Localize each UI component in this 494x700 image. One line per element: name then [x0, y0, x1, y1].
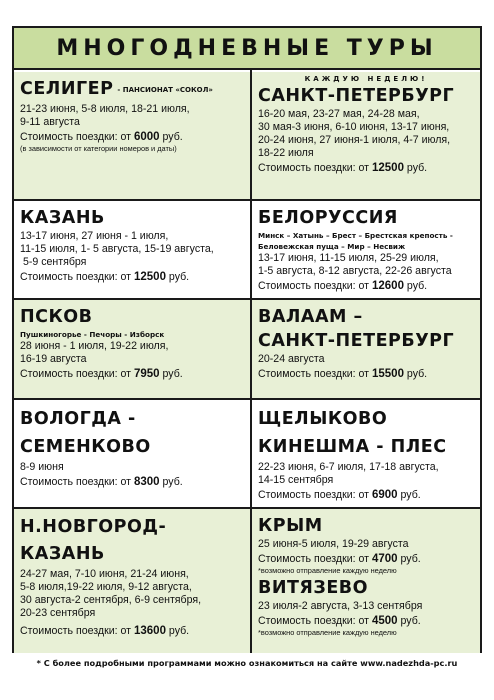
tour-kazan	[14, 201, 250, 298]
tour-dates: 22-23 июня, 6-7 июля, 17-18 августа,	[258, 461, 439, 473]
tour-name: КРЫМ	[258, 516, 323, 536]
tour-vologda	[14, 400, 250, 507]
tour-name: ВИТЯЗЕВО	[258, 578, 368, 598]
tour-route: Минск – Хатынь – Брест – Брестская крепость -	[258, 231, 453, 240]
tour-crimea	[252, 509, 480, 653]
tour-dates: 11-15 июля, 1- 5 августа, 15-19 августа,	[20, 243, 214, 255]
tour-name: ПСКОВ	[20, 307, 93, 327]
tour-dates: 30 августа-2 сентября, 6-9 сентября,	[20, 594, 202, 606]
tour-dates: 5-9 сентября	[20, 256, 87, 268]
tour-name: КАЗАНЬ	[20, 544, 105, 564]
tour-name: КАЗАНЬ	[20, 208, 105, 228]
tour-route: Беловежская пуща – Мир – Несвиж	[258, 242, 406, 251]
tour-dates: 28 июня - 1 июля, 19-22 июля,	[20, 340, 169, 352]
tour-saint-petersburg	[252, 72, 480, 199]
tour-nizhny-novgorod	[14, 509, 250, 653]
tour-dates: 8-9 июня	[20, 461, 64, 473]
tour-pskov	[14, 300, 250, 398]
tour-price: Стоимость поездки: от 15500 руб.	[258, 368, 428, 380]
tour-name: САНКТ-ПЕТЕРБУРГ	[258, 331, 455, 351]
tour-dates: 23 июля-2 августа, 3-13 сентября	[258, 600, 423, 612]
tour-note: *возможно отправление каждую неделю	[258, 628, 397, 637]
tour-price: Стоимость поездки: от 4500 руб.	[258, 615, 421, 627]
tour-name: СЕМЕНКОВО	[20, 437, 151, 457]
tour-note: (в зависимости от категории номеров и даты)	[20, 144, 177, 153]
tour-shchelykovo	[252, 400, 480, 507]
tour-route: Пушкиногорье - Печоры - Изборск	[20, 330, 165, 339]
tour-dates: 21-23 июня, 5-8 июля, 18-21 июля,	[20, 103, 190, 115]
tour-vityazevo	[258, 576, 474, 638]
tour-name: ВОЛОГДА -	[20, 409, 136, 429]
tour-dates: 13-17 июня, 27 июня - 1 июля,	[20, 230, 169, 242]
tours-table	[12, 26, 482, 653]
tour-dates: 20-24 августа	[258, 353, 325, 365]
tour-price: Стоимость поездки: от 7950 руб.	[20, 368, 183, 380]
tour-price: Стоимость поездки: от 6900 руб.	[258, 489, 421, 501]
tour-price: Стоимость поездки: от 13600 руб.	[20, 625, 190, 637]
tour-name: БЕЛОРУССИЯ	[258, 208, 398, 228]
header-bar	[14, 28, 480, 70]
tour-dates: 20-24 июня, 27 июня-1 июля, 4-7 июля,	[258, 134, 451, 146]
page-title: МНОГОДНЕВНЫЕ ТУРЫ	[56, 35, 438, 61]
weekly-badge: КАЖДУЮ НЕДЕЛЮ!	[304, 75, 428, 83]
tour-price: Стоимость поездки: от 12500 руб.	[20, 271, 190, 283]
tour-name: ЩЕЛЫКОВО	[258, 409, 388, 429]
tour-dates: 30 мая-3 июня, 6-10 июня, 13-17 июня,	[258, 121, 450, 133]
tour-price: Стоимость поездки: от 8300 руб.	[20, 476, 183, 488]
tour-dates: 24-27 мая, 7-10 июня, 21-24 июня,	[20, 568, 189, 580]
tour-belarus	[252, 201, 480, 298]
tour-seliger	[14, 72, 250, 199]
tour-dates: 18-22 июля	[258, 147, 314, 159]
tour-dates: 1-5 августа, 8-12 августа, 22-26 августа	[258, 265, 452, 277]
tour-subtitle: - ПАНСИОНАТ «СОКОЛ»	[117, 85, 213, 94]
tour-price: Стоимость поездки: от 12600 руб.	[258, 280, 428, 292]
tour-name: САНКТ-ПЕТЕРБУРГ	[258, 86, 455, 106]
tour-price: Стоимость поездки: от 12500 руб.	[258, 162, 428, 174]
tour-name: КИНЕШМА - ПЛЕС	[258, 437, 447, 457]
tour-dates: 16-19 августа	[20, 353, 87, 365]
tour-name: СЕЛИГЕР	[20, 79, 114, 99]
tour-dates: 16-20 мая, 23-27 мая, 24-28 мая,	[258, 108, 420, 120]
tour-dates: 14-15 сентября	[258, 474, 334, 486]
tour-name: ВАЛААМ –	[258, 307, 363, 327]
tour-note: *возможно отправление каждую неделю	[258, 566, 397, 575]
footer-note: * С более подробными программами можно ознакомиться на сайте www.nadezhda-pc.ru	[36, 658, 458, 668]
tour-dates: 9-11 августа	[20, 116, 80, 128]
tour-price: Стоимость поездки: от 4700 руб.	[258, 553, 421, 565]
tour-dates: 20-23 сентября	[20, 607, 96, 619]
tour-valaam	[252, 300, 480, 398]
tour-dates: 25 июня-5 июля, 19-29 августа	[258, 538, 409, 550]
tour-dates: 13-17 июня, 11-15 июля, 25-29 июля,	[258, 252, 439, 264]
tour-name: Н.НОВГОРОД-	[20, 517, 167, 537]
tour-price: Стоимость поездки: от 6000 руб.	[20, 131, 183, 143]
tour-dates: 5-8 июля,19-22 июля, 9-12 августа,	[20, 581, 192, 593]
